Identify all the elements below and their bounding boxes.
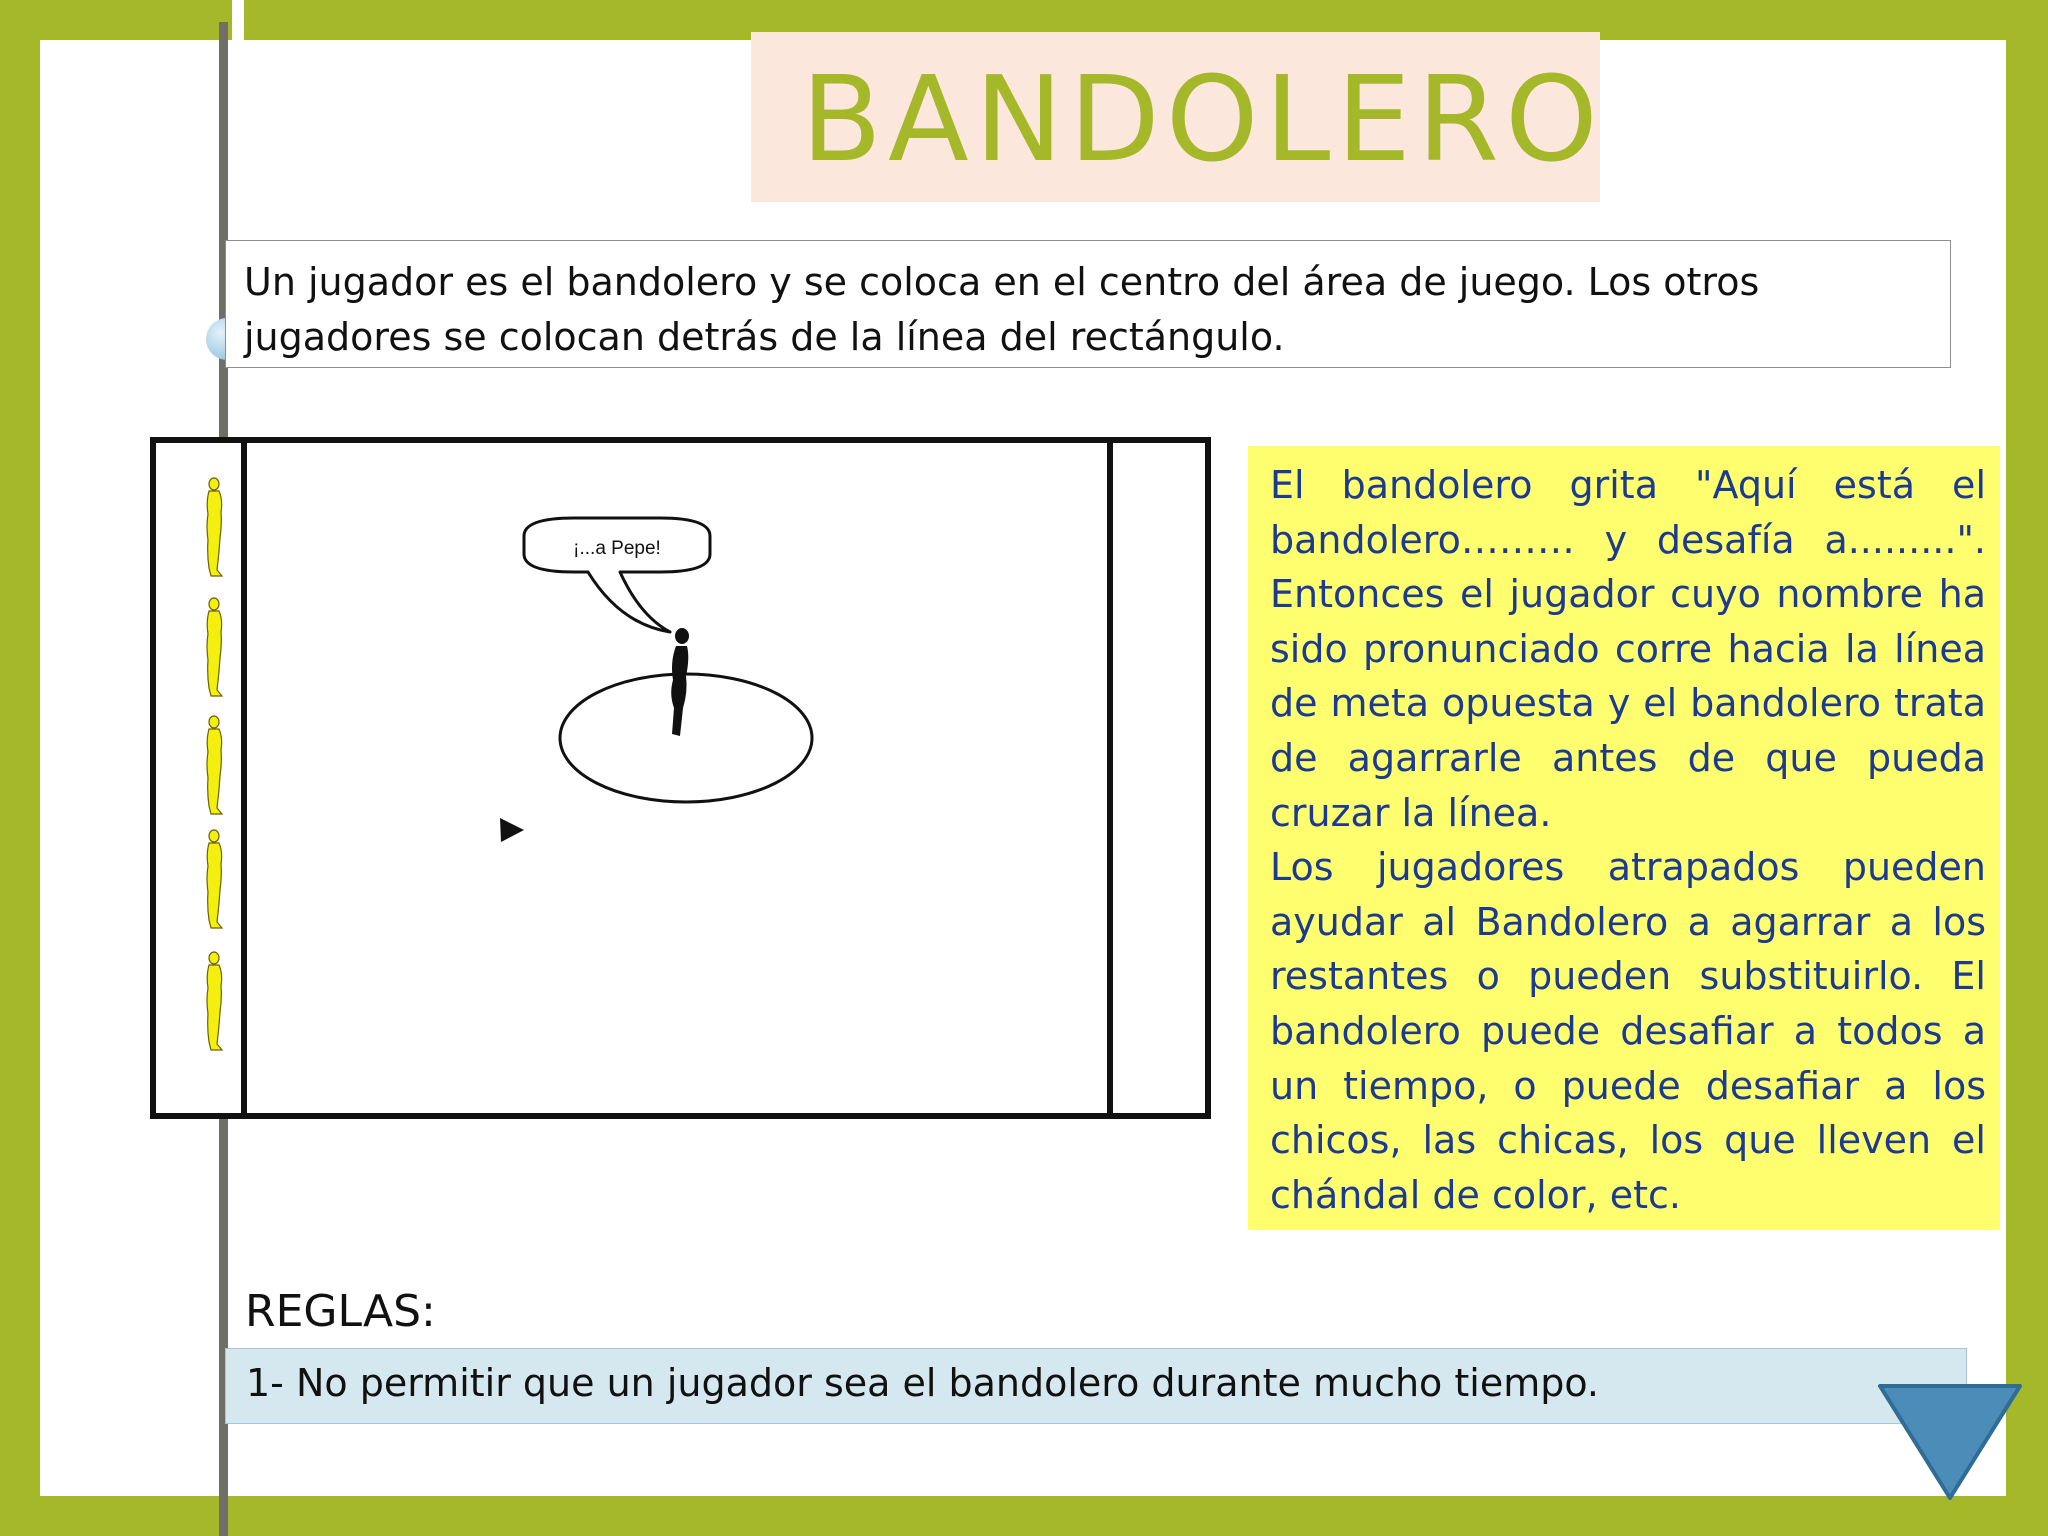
- title-banner: [751, 32, 1604, 202]
- intro-box: [225, 240, 1951, 368]
- description-text: [1270, 458, 1986, 1222]
- rules-heading: REGLAS:: [245, 1286, 436, 1337]
- rule-item-1: 1- No permitir que un jugador sea el bandolero durante mucho tiempo.: [246, 1361, 1600, 1405]
- rules-description-box: [1248, 446, 2000, 1230]
- description-paragraph-1: El bandolero grita "Aquí está el bandolero……… y desafía a.........". Entonces el jugador cuyo nombre ha sido pronunciado corre hacia la línea de meta opuesta y el bandolero trata de agarrarle antes de que pueda cruzar la línea.: [1270, 463, 1986, 835]
- rule-item-box: [225, 1348, 1967, 1424]
- intro-text: Un jugador es el bandolero y se coloca en el centro del área de juego. Los otros jugadores se colocan detrás de la línea del rectángulo.: [244, 260, 1760, 359]
- triangle-down-icon[interactable]: [1876, 1382, 2024, 1502]
- slide-title: BANDOLERO: [801, 50, 1604, 188]
- game-field-diagram: [150, 436, 1212, 1122]
- speech-text: ¡...a Pepe!: [573, 538, 661, 559]
- description-paragraph-2: Los jugadores atrapados pueden ayudar al Bandolero a agarrar a los restantes o pueden substituirlo. El bandolero puede desafiar a todos a un tiempo, o puede desafiar a los chicos, las chicas, los que lleven el chándal de color, etc.: [1270, 845, 1986, 1217]
- frame-gap: [232, 0, 244, 40]
